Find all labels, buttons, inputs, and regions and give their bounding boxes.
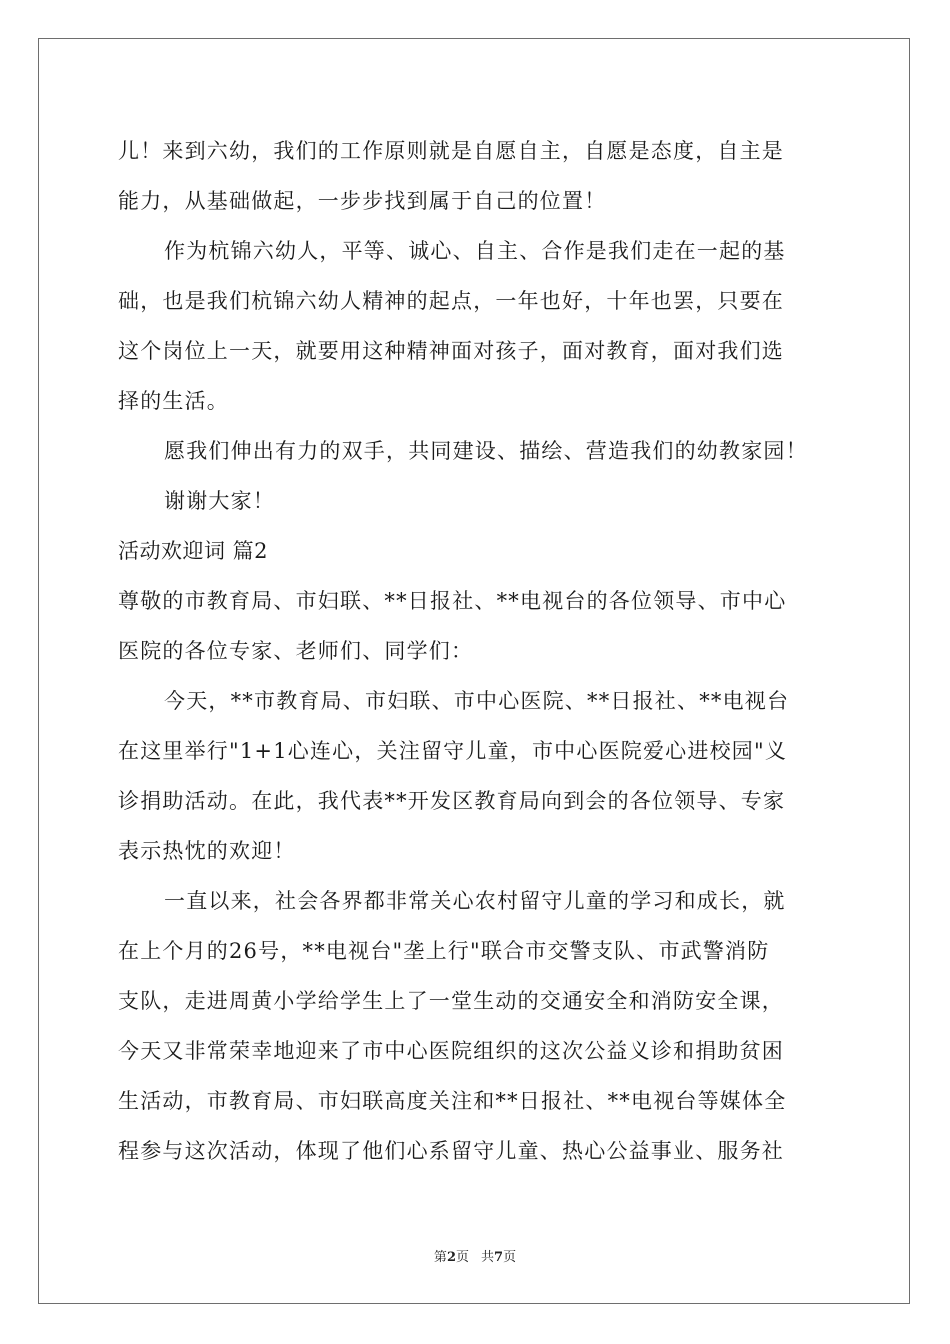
page-footer bbox=[0, 1246, 950, 1265]
paragraph-line: 今天又非常荣幸地迎来了市中心医院组织的这次公益义诊和捐助贫困 bbox=[118, 1039, 784, 1063]
paragraph-line: 这个岗位上一天，就要用这种精神面对孩子，面对教育，面对我们选 bbox=[118, 339, 784, 363]
paragraph-line: 程参与这次活动，体现了他们心系留守儿童、热心公益事业、服务社 bbox=[118, 1139, 784, 1163]
paragraph-line: 谢谢大家！ bbox=[164, 489, 275, 513]
salutation-line: 医院的各位专家、老师们、同学们： bbox=[118, 639, 474, 663]
page-total: 7 bbox=[494, 1250, 504, 1265]
paragraph-line: 生活动，市教育局、市妇联高度关注和**日报社、**电视台等媒体全 bbox=[118, 1089, 787, 1113]
paragraph-line: 在这里举行"1+1心连心，关注留守儿童，市中心医院爱心进校园"义 bbox=[118, 739, 788, 763]
paragraph-line: 择的生活。 bbox=[118, 389, 229, 413]
paragraph-line: 儿！来到六幼，我们的工作原则就是自愿自主，自愿是态度，自主是 bbox=[118, 139, 784, 163]
page-prefix: 第 bbox=[433, 1250, 447, 1265]
paragraph-line: 诊捐助活动。在此，我代表**开发区教育局向到会的各位领导、专家 bbox=[118, 789, 786, 813]
paragraph-line: 作为杭锦六幼人，平等、诚心、自主、合作是我们走在一起的基 bbox=[164, 239, 786, 263]
salutation-line: 尊敬的市教育局、市妇联、**日报社、**电视台的各位领导、市中心 bbox=[118, 589, 787, 613]
total-prefix: 共 bbox=[481, 1250, 495, 1265]
paragraph-line: 础，也是我们杭锦六幼人精神的起点，一年也好，十年也罢，只要在 bbox=[118, 289, 784, 313]
paragraph-line: 一直以来，社会各界都非常关心农村留守儿童的学习和成长，就 bbox=[164, 889, 786, 913]
paragraph-line: 表示热忱的欢迎！ bbox=[118, 839, 296, 863]
document-body bbox=[118, 126, 838, 1176]
paragraph-line: 愿我们伸出有力的双手，共同建设、描绘、营造我们的幼教家园！ bbox=[164, 439, 808, 463]
section-heading: 活动欢迎词 篇2 bbox=[118, 539, 269, 563]
paragraph-line: 在上个月的26号，**电视台"垄上行"联合市交警支队、市武警消防 bbox=[118, 939, 770, 963]
paragraph-line: 能力，从基础做起，一步步找到属于自己的位置！ bbox=[118, 189, 607, 213]
paragraph-line: 支队，走进周黄小学给学生上了一堂生动的交通安全和消防安全课， bbox=[118, 989, 784, 1013]
paragraph-line: 今天，**市教育局、市妇联、市中心医院、**日报社、**电视台 bbox=[164, 689, 790, 713]
total-suffix: 页 bbox=[503, 1250, 517, 1265]
page-suffix: 页 bbox=[455, 1250, 469, 1265]
page-current: 2 bbox=[446, 1250, 456, 1265]
